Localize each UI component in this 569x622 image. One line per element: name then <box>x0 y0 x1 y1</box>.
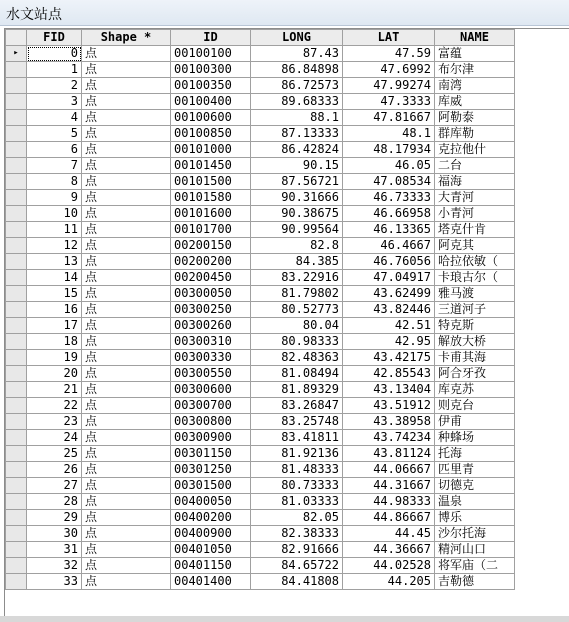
cell-lat[interactable]: 44.45 <box>343 526 435 542</box>
row-selector[interactable] <box>6 398 27 414</box>
cell-lat[interactable]: 47.59 <box>343 46 435 62</box>
cell-long[interactable]: 82.8 <box>251 238 343 254</box>
cell-fid[interactable]: 17 <box>27 318 82 334</box>
cell-id[interactable]: 00101000 <box>171 142 251 158</box>
cell-long[interactable]: 83.25748 <box>251 414 343 430</box>
cell-id[interactable]: 00400900 <box>171 526 251 542</box>
column-header-id[interactable]: ID <box>171 30 251 46</box>
column-header-long[interactable]: LONG <box>251 30 343 46</box>
cell-long[interactable]: 82.48363 <box>251 350 343 366</box>
cell-shape[interactable]: 点 <box>82 142 171 158</box>
cell-id[interactable]: 00100850 <box>171 126 251 142</box>
cell-long[interactable]: 81.08494 <box>251 366 343 382</box>
window-title: 水文站点 <box>6 7 62 23</box>
cell-name[interactable]: 托海 <box>435 446 515 462</box>
row-selector[interactable] <box>6 286 27 302</box>
cell-id[interactable]: 00200200 <box>171 254 251 270</box>
cell-id[interactable]: 00400050 <box>171 494 251 510</box>
cell-long[interactable]: 87.56721 <box>251 174 343 190</box>
table-row[interactable] <box>6 238 515 254</box>
cell-long[interactable]: 80.04 <box>251 318 343 334</box>
cell-shape[interactable]: 点 <box>82 574 171 590</box>
table-row[interactable] <box>6 478 515 494</box>
cell-shape[interactable]: 点 <box>82 62 171 78</box>
cell-lat[interactable]: 43.42175 <box>343 350 435 366</box>
cell-name[interactable]: 将军庙（二 <box>435 558 515 574</box>
cell-fid[interactable]: 27 <box>27 478 82 494</box>
cell-name[interactable]: 克拉他什 <box>435 142 515 158</box>
cell-lat[interactable]: 47.04917 <box>343 270 435 286</box>
cell-shape[interactable]: 点 <box>82 398 171 414</box>
table-row[interactable] <box>6 526 515 542</box>
cell-fid[interactable]: 19 <box>27 350 82 366</box>
cell-long[interactable]: 81.92136 <box>251 446 343 462</box>
cell-name[interactable]: 种蜂场 <box>435 430 515 446</box>
cell-lat[interactable]: 43.74234 <box>343 430 435 446</box>
cell-shape[interactable]: 点 <box>82 206 171 222</box>
column-header-lat[interactable]: LAT <box>343 30 435 46</box>
row-selector[interactable] <box>6 206 27 222</box>
cell-long[interactable]: 81.48333 <box>251 462 343 478</box>
column-header-name[interactable]: NAME <box>435 30 515 46</box>
cell-name[interactable]: 大青河 <box>435 190 515 206</box>
cell-id[interactable]: 00101600 <box>171 206 251 222</box>
window-title-bar <box>0 0 569 26</box>
row-selector[interactable] <box>6 462 27 478</box>
cell-id[interactable]: 00300250 <box>171 302 251 318</box>
cell-lat[interactable]: 47.99274 <box>343 78 435 94</box>
cell-shape[interactable]: 点 <box>82 158 171 174</box>
row-selector[interactable] <box>6 302 27 318</box>
cell-lat[interactable]: 44.205 <box>343 574 435 590</box>
cell-shape[interactable]: 点 <box>82 270 171 286</box>
cell-lat[interactable]: 47.6992 <box>343 62 435 78</box>
cell-name[interactable]: 阿克其 <box>435 238 515 254</box>
row-selector[interactable] <box>6 62 27 78</box>
cell-name[interactable]: 群库勒 <box>435 126 515 142</box>
cell-lat[interactable]: 47.3333 <box>343 94 435 110</box>
cell-lat[interactable]: 44.31667 <box>343 478 435 494</box>
cell-long[interactable]: 82.38333 <box>251 526 343 542</box>
cell-name[interactable]: 沙尔托海 <box>435 526 515 542</box>
cell-fid[interactable]: 30 <box>27 526 82 542</box>
cell-long[interactable]: 84.65722 <box>251 558 343 574</box>
cell-id[interactable]: 00200450 <box>171 270 251 286</box>
cell-long[interactable]: 86.42824 <box>251 142 343 158</box>
cell-name[interactable]: 特克斯 <box>435 318 515 334</box>
cell-id[interactable]: 00300330 <box>171 350 251 366</box>
cell-name[interactable]: 阿勒泰 <box>435 110 515 126</box>
cell-lat[interactable]: 44.06667 <box>343 462 435 478</box>
cell-id[interactable]: 00401400 <box>171 574 251 590</box>
cell-name[interactable]: 卡甫其海 <box>435 350 515 366</box>
table-row[interactable] <box>6 558 515 574</box>
cell-name[interactable]: 库威 <box>435 94 515 110</box>
cell-name[interactable]: 雅马渡 <box>435 286 515 302</box>
row-selector[interactable] <box>6 318 27 334</box>
table-row[interactable] <box>6 270 515 286</box>
cell-id[interactable]: 00100100 <box>171 46 251 62</box>
cell-lat[interactable]: 48.1 <box>343 126 435 142</box>
cell-lat[interactable]: 42.95 <box>343 334 435 350</box>
cell-fid[interactable]: 18 <box>27 334 82 350</box>
cell-long[interactable]: 83.26847 <box>251 398 343 414</box>
cell-long[interactable]: 86.84898 <box>251 62 343 78</box>
cell-long[interactable]: 82.91666 <box>251 542 343 558</box>
cell-id[interactable]: 00101700 <box>171 222 251 238</box>
row-selector[interactable] <box>6 174 27 190</box>
cell-long[interactable]: 81.79802 <box>251 286 343 302</box>
cell-long[interactable]: 83.22916 <box>251 270 343 286</box>
row-selector[interactable] <box>6 526 27 542</box>
cell-lat[interactable]: 43.82446 <box>343 302 435 318</box>
cell-lat[interactable]: 44.02528 <box>343 558 435 574</box>
table-row[interactable] <box>6 510 515 526</box>
cell-id[interactable]: 00101580 <box>171 190 251 206</box>
cell-id[interactable]: 00101450 <box>171 158 251 174</box>
cell-name[interactable]: 库克苏 <box>435 382 515 398</box>
row-selector[interactable] <box>6 446 27 462</box>
cell-name[interactable]: 二台 <box>435 158 515 174</box>
table-row[interactable] <box>6 398 515 414</box>
cell-shape[interactable]: 点 <box>82 430 171 446</box>
cell-id[interactable]: 00300800 <box>171 414 251 430</box>
cell-name[interactable]: 温泉 <box>435 494 515 510</box>
cell-fid[interactable]: 13 <box>27 254 82 270</box>
table-row[interactable] <box>6 78 515 94</box>
cell-fid[interactable]: 15 <box>27 286 82 302</box>
cell-id[interactable]: 00200150 <box>171 238 251 254</box>
cell-long[interactable]: 82.05 <box>251 510 343 526</box>
row-selector[interactable] <box>6 110 27 126</box>
cell-fid[interactable]: 7 <box>27 158 82 174</box>
cell-fid[interactable]: 28 <box>27 494 82 510</box>
table-row[interactable] <box>6 206 515 222</box>
header-row <box>6 30 515 46</box>
cell-fid[interactable]: 4 <box>27 110 82 126</box>
cell-name[interactable]: 哈拉依敏（ <box>435 254 515 270</box>
cell-fid[interactable]: 24 <box>27 430 82 446</box>
table-row[interactable] <box>6 366 515 382</box>
cell-shape[interactable]: 点 <box>82 126 171 142</box>
cell-name[interactable]: 博乐 <box>435 510 515 526</box>
cell-shape[interactable]: 点 <box>82 446 171 462</box>
table-row[interactable] <box>6 446 515 462</box>
attribute-grid[interactable] <box>5 29 515 590</box>
table-row[interactable] <box>6 110 515 126</box>
cell-fid[interactable]: 5 <box>27 126 82 142</box>
cell-long[interactable]: 87.13333 <box>251 126 343 142</box>
cell-name[interactable]: 伊甫 <box>435 414 515 430</box>
row-selector[interactable] <box>6 414 27 430</box>
cell-id[interactable]: 00300900 <box>171 430 251 446</box>
cell-shape[interactable]: 点 <box>82 110 171 126</box>
cell-long[interactable]: 80.52773 <box>251 302 343 318</box>
cell-id[interactable]: 00300550 <box>171 366 251 382</box>
cell-name[interactable]: 布尔津 <box>435 62 515 78</box>
cell-fid[interactable]: 20 <box>27 366 82 382</box>
row-selector[interactable] <box>6 366 27 382</box>
row-selector[interactable] <box>6 254 27 270</box>
cell-id[interactable]: 00300310 <box>171 334 251 350</box>
cell-fid[interactable]: 33 <box>27 574 82 590</box>
cell-fid[interactable]: 2 <box>27 78 82 94</box>
cell-lat[interactable]: 43.13404 <box>343 382 435 398</box>
row-selector-header[interactable] <box>6 30 27 46</box>
cell-shape[interactable]: 点 <box>82 350 171 366</box>
table-row[interactable] <box>6 494 515 510</box>
cell-id[interactable]: 00300050 <box>171 286 251 302</box>
cell-shape[interactable]: 点 <box>82 478 171 494</box>
table-row[interactable] <box>6 318 515 334</box>
cell-long[interactable]: 80.73333 <box>251 478 343 494</box>
cell-lat[interactable]: 47.08534 <box>343 174 435 190</box>
cell-id[interactable]: 00100400 <box>171 94 251 110</box>
table-row[interactable] <box>6 574 515 590</box>
cell-shape[interactable]: 点 <box>82 286 171 302</box>
table-row[interactable] <box>6 46 515 62</box>
cell-shape[interactable]: 点 <box>82 414 171 430</box>
cell-id[interactable]: 00100300 <box>171 62 251 78</box>
cell-fid[interactable]: 16 <box>27 302 82 318</box>
cell-fid[interactable]: 0 <box>27 46 82 62</box>
table-row[interactable] <box>6 254 515 270</box>
cell-shape[interactable]: 点 <box>82 510 171 526</box>
cell-lat[interactable]: 43.38958 <box>343 414 435 430</box>
cell-id[interactable]: 00301150 <box>171 446 251 462</box>
row-selector[interactable] <box>6 510 27 526</box>
cell-shape[interactable]: 点 <box>82 318 171 334</box>
table-row[interactable] <box>6 462 515 478</box>
cell-long[interactable]: 81.89329 <box>251 382 343 398</box>
cell-lat[interactable]: 46.13365 <box>343 222 435 238</box>
cell-name[interactable]: 南湾 <box>435 78 515 94</box>
cell-id[interactable]: 00300700 <box>171 398 251 414</box>
cell-fid[interactable]: 11 <box>27 222 82 238</box>
cell-name[interactable]: 切德克 <box>435 478 515 494</box>
row-selector[interactable] <box>6 350 27 366</box>
table-row[interactable] <box>6 302 515 318</box>
cell-id[interactable]: 00300260 <box>171 318 251 334</box>
cell-fid[interactable]: 14 <box>27 270 82 286</box>
cell-lat[interactable]: 43.62499 <box>343 286 435 302</box>
cell-shape[interactable]: 点 <box>82 254 171 270</box>
table-row[interactable] <box>6 158 515 174</box>
cell-fid[interactable]: 12 <box>27 238 82 254</box>
cell-fid[interactable]: 23 <box>27 414 82 430</box>
cell-long[interactable]: 80.98333 <box>251 334 343 350</box>
cell-fid[interactable]: 10 <box>27 206 82 222</box>
status-strip <box>0 616 569 622</box>
cell-name[interactable]: 小青河 <box>435 206 515 222</box>
cell-shape[interactable]: 点 <box>82 190 171 206</box>
current-row-marker[interactable]: ▸ <box>6 46 27 62</box>
cell-fid[interactable]: 3 <box>27 94 82 110</box>
cell-id[interactable]: 00300600 <box>171 382 251 398</box>
cell-shape[interactable]: 点 <box>82 526 171 542</box>
cell-fid[interactable]: 8 <box>27 174 82 190</box>
row-selector[interactable] <box>6 558 27 574</box>
cell-lat[interactable]: 42.85543 <box>343 366 435 382</box>
cell-long[interactable]: 89.68333 <box>251 94 343 110</box>
cell-shape[interactable]: 点 <box>82 78 171 94</box>
cell-fid[interactable]: 22 <box>27 398 82 414</box>
cell-name[interactable]: 解放大桥 <box>435 334 515 350</box>
cell-id[interactable]: 00100350 <box>171 78 251 94</box>
cell-name[interactable]: 塔克什肯 <box>435 222 515 238</box>
cell-fid[interactable]: 9 <box>27 190 82 206</box>
cell-shape[interactable]: 点 <box>82 94 171 110</box>
cell-long[interactable]: 90.38675 <box>251 206 343 222</box>
cell-name[interactable]: 三道河子 <box>435 302 515 318</box>
cell-id[interactable]: 00100600 <box>171 110 251 126</box>
row-selector[interactable] <box>6 78 27 94</box>
cell-lat[interactable]: 46.76056 <box>343 254 435 270</box>
cell-lat[interactable]: 44.86667 <box>343 510 435 526</box>
cell-id[interactable]: 00301500 <box>171 478 251 494</box>
cell-shape[interactable]: 点 <box>82 222 171 238</box>
cell-fid[interactable]: 31 <box>27 542 82 558</box>
row-selector[interactable] <box>6 142 27 158</box>
cell-shape[interactable]: 点 <box>82 366 171 382</box>
table-row[interactable] <box>6 382 515 398</box>
table-row[interactable] <box>6 542 515 558</box>
cell-name[interactable]: 则克台 <box>435 398 515 414</box>
column-header-shape[interactable]: Shape * <box>82 30 171 46</box>
cell-long[interactable]: 86.72573 <box>251 78 343 94</box>
cell-long[interactable]: 84.41808 <box>251 574 343 590</box>
row-selector[interactable] <box>6 382 27 398</box>
cell-lat[interactable]: 46.4667 <box>343 238 435 254</box>
table-row[interactable] <box>6 334 515 350</box>
cell-lat[interactable]: 42.51 <box>343 318 435 334</box>
cell-fid[interactable]: 6 <box>27 142 82 158</box>
table-row[interactable] <box>6 142 515 158</box>
table-row[interactable] <box>6 286 515 302</box>
row-selector[interactable] <box>6 334 27 350</box>
cell-long[interactable]: 87.43 <box>251 46 343 62</box>
cell-id[interactable]: 00401050 <box>171 542 251 558</box>
table-row[interactable] <box>6 430 515 446</box>
cell-lat[interactable]: 46.66958 <box>343 206 435 222</box>
row-selector[interactable] <box>6 126 27 142</box>
attribute-table[interactable] <box>4 28 569 616</box>
cell-name[interactable]: 福海 <box>435 174 515 190</box>
cell-fid[interactable]: 21 <box>27 382 82 398</box>
cell-shape[interactable]: 点 <box>82 238 171 254</box>
cell-lat[interactable]: 47.81667 <box>343 110 435 126</box>
cell-name[interactable]: 匹里青 <box>435 462 515 478</box>
cell-long[interactable]: 90.31666 <box>251 190 343 206</box>
cell-lat[interactable]: 43.81124 <box>343 446 435 462</box>
table-row[interactable] <box>6 174 515 190</box>
cell-shape[interactable]: 点 <box>82 302 171 318</box>
cell-shape[interactable]: 点 <box>82 494 171 510</box>
cell-fid[interactable]: 25 <box>27 446 82 462</box>
cell-shape[interactable]: 点 <box>82 334 171 350</box>
cell-fid[interactable]: 1 <box>27 62 82 78</box>
cell-shape[interactable]: 点 <box>82 382 171 398</box>
cell-lat[interactable]: 46.73333 <box>343 190 435 206</box>
table-row[interactable] <box>6 414 515 430</box>
table-row[interactable] <box>6 350 515 366</box>
table-row[interactable] <box>6 222 515 238</box>
row-selector[interactable] <box>6 430 27 446</box>
cell-id[interactable]: 00301250 <box>171 462 251 478</box>
cell-lat[interactable]: 43.51912 <box>343 398 435 414</box>
cell-shape[interactable]: 点 <box>82 558 171 574</box>
row-selector[interactable] <box>6 478 27 494</box>
table-row[interactable] <box>6 94 515 110</box>
cell-fid[interactable]: 26 <box>27 462 82 478</box>
cell-name[interactable]: 吉勒德 <box>435 574 515 590</box>
column-header-fid[interactable]: FID <box>27 30 82 46</box>
cell-fid[interactable]: 32 <box>27 558 82 574</box>
row-selector[interactable] <box>6 542 27 558</box>
row-selector[interactable] <box>6 222 27 238</box>
row-selector[interactable] <box>6 574 27 590</box>
row-selector[interactable] <box>6 238 27 254</box>
cell-long[interactable]: 88.1 <box>251 110 343 126</box>
row-selector[interactable] <box>6 94 27 110</box>
cell-id[interactable]: 00401150 <box>171 558 251 574</box>
cell-name[interactable]: 精河山口 <box>435 542 515 558</box>
cell-lat[interactable]: 48.17934 <box>343 142 435 158</box>
row-selector[interactable] <box>6 494 27 510</box>
cell-shape[interactable]: 点 <box>82 542 171 558</box>
cell-long[interactable]: 90.99564 <box>251 222 343 238</box>
cell-shape[interactable]: 点 <box>82 46 171 62</box>
table-row[interactable] <box>6 126 515 142</box>
cell-fid[interactable]: 29 <box>27 510 82 526</box>
cell-lat[interactable]: 44.98333 <box>343 494 435 510</box>
cell-id[interactable]: 00400200 <box>171 510 251 526</box>
row-selector[interactable] <box>6 190 27 206</box>
cell-shape[interactable]: 点 <box>82 174 171 190</box>
cell-long[interactable]: 83.41811 <box>251 430 343 446</box>
cell-lat[interactable]: 44.36667 <box>343 542 435 558</box>
row-selector[interactable] <box>6 270 27 286</box>
table-row[interactable] <box>6 62 515 78</box>
cell-name[interactable]: 卡琅古尔（ <box>435 270 515 286</box>
table-row[interactable] <box>6 190 515 206</box>
cell-long[interactable]: 81.03333 <box>251 494 343 510</box>
row-selector[interactable] <box>6 158 27 174</box>
cell-lat[interactable]: 46.05 <box>343 158 435 174</box>
cell-name[interactable]: 阿合牙孜 <box>435 366 515 382</box>
cell-long[interactable]: 84.385 <box>251 254 343 270</box>
cell-name[interactable]: 富蕴 <box>435 46 515 62</box>
cell-shape[interactable]: 点 <box>82 462 171 478</box>
cell-long[interactable]: 90.15 <box>251 158 343 174</box>
cell-id[interactable]: 00101500 <box>171 174 251 190</box>
